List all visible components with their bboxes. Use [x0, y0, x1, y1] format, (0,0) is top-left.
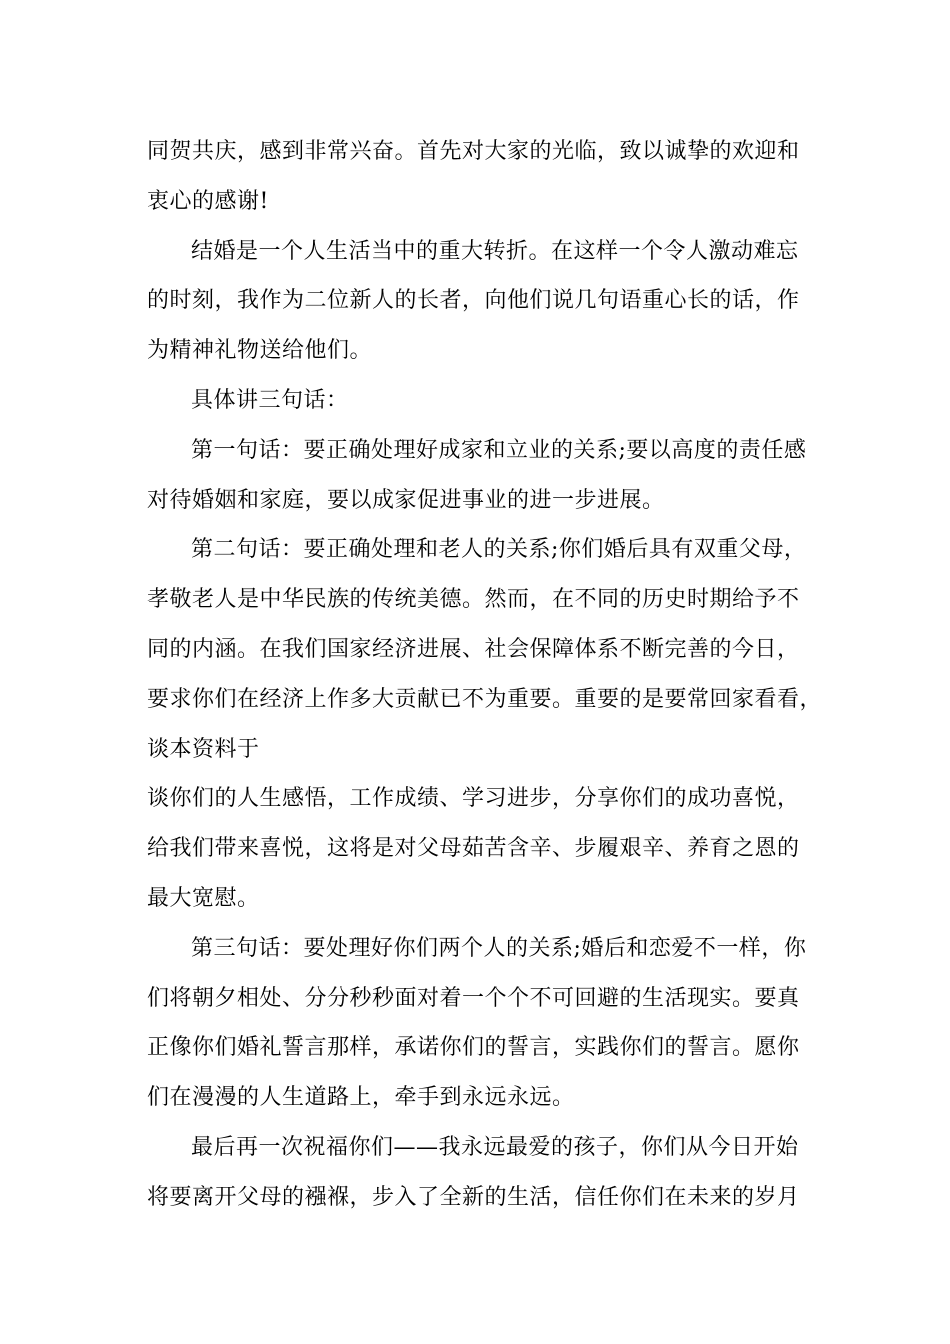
text-line: 第一句话：要正确处理好成家和立业的关系;要以高度的责任感 [191, 437, 807, 463]
text-line: 给我们带来喜悦，这将是对父母茹苦含辛、步履艰辛、养育之恩的 [147, 836, 800, 862]
text-line: 们将朝夕相处、分分秒秒面对着一个个不可回避的生活现实。要真 [147, 985, 800, 1011]
text-line: 孝敬老人是中华民族的传统美德。然而，在不同的历史时期给予不 [147, 587, 800, 613]
text-line: 正像你们婚礼誓言那样，承诺你们的誓言，实践你们的誓言。愿你 [147, 1035, 800, 1061]
text-line: 要求你们在经济上作多大贡献已不为重要。重要的是要常回家看看， [147, 686, 823, 712]
text-line: 同贺共庆，感到非常兴奋。首先对大家的光临，致以诚挚的欢迎和 [147, 139, 800, 164]
text-line: 最后再一次祝福你们——我永远最爱的孩子，你们从今日开始 [191, 1134, 799, 1160]
text-line: 衷心的感谢! [147, 188, 269, 214]
text-line: 谈本资料于 [147, 736, 260, 762]
text-line: 谈你们的人生感悟，工作成绩、学习进步，分享你们的成功喜悦， [147, 786, 800, 812]
text-line: 第三句话：要处理好你们两个人的关系;婚后和恋爱不一样，你 [191, 935, 807, 961]
text-line: 的时刻，我作为二位新人的长者，向他们说几句语重心长的话，作 [147, 288, 800, 314]
text-line: 结婚是一个人生活当中的重大转折。在这样一个令人激动难忘 [191, 238, 799, 264]
text-line: 对待婚姻和家庭，要以成家促进事业的进一步进展。 [147, 487, 665, 513]
text-line: 最大宽慰。 [147, 885, 260, 911]
text-line: 同的内涵。在我们国家经济进展、社会保障体系不断完善的今日， [147, 636, 800, 662]
text-line: 们在漫漫的人生道路上，牵手到永远永远。 [147, 1085, 575, 1111]
text-line: 为精神礼物送给他们。 [147, 338, 373, 364]
text-line: 将要离开父母的襁褓，步入了全新的生活，信任你们在未来的岁月 [147, 1184, 800, 1210]
text-line: 第二句话：要正确处理和老人的关系;你们婚后具有双重父母， [191, 537, 807, 563]
document-body [147, 127, 827, 1223]
text-line: 具体讲三句话： [191, 387, 349, 413]
